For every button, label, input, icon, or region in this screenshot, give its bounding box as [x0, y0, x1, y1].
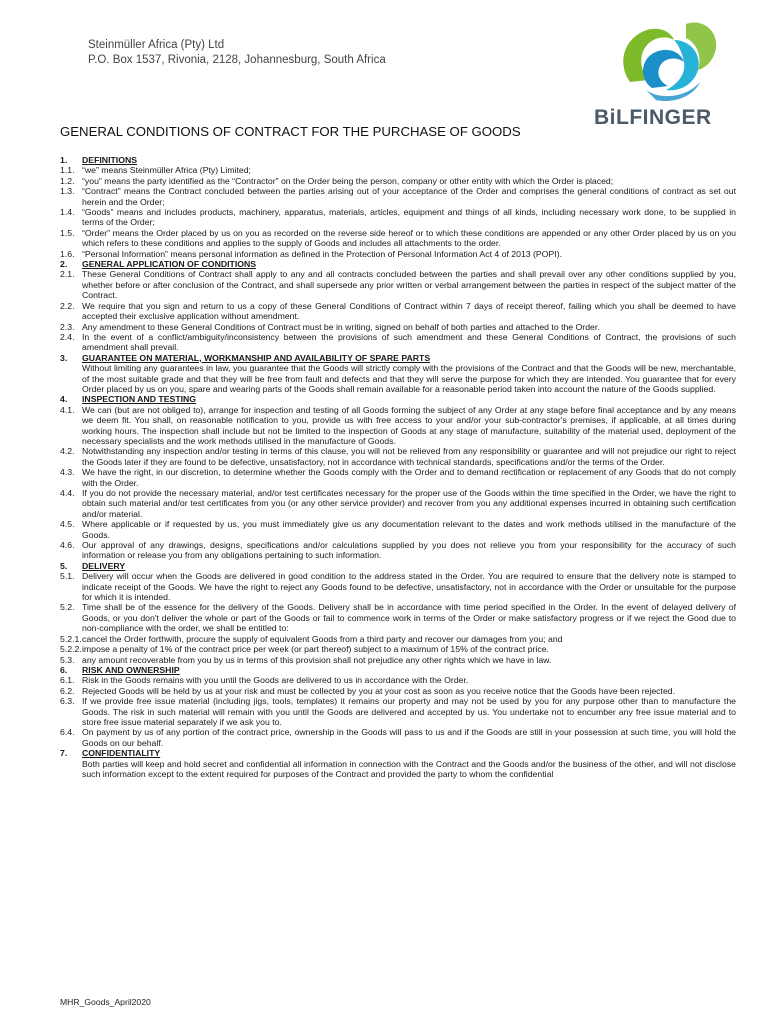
clause-number: 6.3. — [60, 696, 75, 707]
clause-number: 1.3. — [60, 186, 75, 197]
clause-text: Rejected Goods will be held by us at your risk and must be collected by you at your cost as soon as you receive notice that the Goods have been rejected. — [82, 685, 676, 696]
clause-text: We can (but are not obliged to), arrange for inspection and testing of all Goods forming the subject of any Order at any stage before final acceptance and by any means we deem fit. You shall, on reasonable notification to you, provide us with free access to your and/or your sub-contractor's premises, if applicable, at all times during working hours. The inspection shall include but not be limited to the inspection of Goods at any stage of manufacture, suitability of the material used, deployment of the necessary specialists and the work methods utilised in the manufacture of Goods. — [82, 404, 736, 446]
clause-number: 1. — [60, 155, 68, 165]
clause-number: 1.1. — [60, 165, 75, 176]
clause-item — [60, 634, 736, 644]
clause-number: 2.4. — [60, 331, 75, 342]
clause-number: 2.1. — [60, 269, 75, 280]
clause-text: “Personal Information” means personal information as defined in the Protection of Personal Information Act 4 of 2013 (POPI). — [82, 248, 562, 259]
clause-number: 5.2. — [60, 602, 75, 613]
footer-document-code: MHR_Goods_April2020 — [60, 997, 151, 1007]
clause-text: Our approval of any drawings, designs, specifications and/or calculations supplied by you does not relieve you from your responsibility for the accuracy of such information or release you from any obligations pertaining to such information. — [82, 540, 736, 561]
section-heading — [60, 155, 736, 165]
bilfinger-logo — [590, 10, 740, 135]
clause-number: 5. — [60, 560, 68, 571]
section-heading — [60, 353, 736, 363]
clause-number: 4.5. — [60, 519, 75, 530]
clause-item — [60, 571, 736, 602]
clause-number: 4.4. — [60, 488, 75, 498]
clause-item — [60, 186, 736, 207]
company-address-block — [88, 38, 386, 68]
section-heading — [60, 394, 736, 404]
clause-number: 5.2.1. — [60, 633, 82, 644]
clause-text: “you” means the party identified as the “Contractor” on the Order being the person, company or other entity with which the Order is placed; — [82, 175, 614, 186]
clause-number: 5.3. — [60, 654, 75, 665]
section-heading — [60, 748, 736, 758]
clause-text: If we provide free issue material (including jigs, tools, templates) it remains our property and may not be used by you for any purpose other than to manufacture the Goods. The risk in such material will remain with you until the Goods are delivered and accepted by us. You undertake not to encumber any free issue material and to store free issue material separately if we ask you to. — [82, 696, 736, 727]
clause-number: 5.1. — [60, 571, 75, 582]
clause-text: Any amendment to these General Conditions of Contract must be in writing, signed on behalf of both parties and attached to the Order. — [82, 321, 600, 332]
clause-text: These General Conditions of Contract shall apply to any and all contracts concluded between the parties and shall prevail over any other conditions supplied by you, whether before or after conclusion of the Contract, and shall supersede any prior written or verbal arrangement between the parties in respect of the subject matter of the Contract. — [82, 269, 736, 301]
section-heading-label: GUARANTEE ON MATERIAL, WORKMANSHIP AND AVAILABILITY OF SPARE PARTS — [82, 352, 431, 363]
clauses-list — [60, 155, 736, 779]
clause-item — [60, 488, 736, 519]
company-name-line: Steinmüller Africa (Pty) Ltd — [88, 39, 225, 51]
clause-item — [60, 249, 736, 259]
clause-text: Time shall be of the essence for the delivery of the Goods. Delivery shall be in accordance with time period specified in the Order. In the event of delayed delivery of Goods, or you don't deliver the whole or part of the Goods or fail to commence work in terms of the Order or make satisfactory progress or if we reject the Good due to non-compliance with the order, we shall be entitled to: — [82, 602, 736, 634]
clause-number: 6. — [60, 664, 68, 675]
clause-text: any amount recoverable from you by us in terms of this provision shall not prejudice any other rights which we have in law. — [82, 654, 552, 665]
clause-item — [60, 759, 736, 780]
clause-number: 4.3. — [60, 467, 75, 478]
clause-number: 6.2. — [60, 685, 75, 696]
section-heading-text — [82, 665, 736, 675]
logo-mark-icon — [590, 10, 740, 105]
section-heading — [60, 665, 736, 675]
clause-item — [60, 301, 736, 322]
clause-text: Risk in the Goods remains with you until the Goods are delivered to us in accordance with the Order. — [82, 675, 469, 686]
clause-text: In the event of a conflict/ambiguity/inconsistency between the provisions of such amendment and these General Conditions of Contract, the provisions of such amendment shall prevail. — [82, 331, 736, 353]
clause-text: “we” means Steinmüller Africa (Pty) Limited; — [82, 165, 251, 176]
clause-text: We require that you sign and return to us a copy of these General Conditions of Contract within 7 days of receipt thereof, failing which you shall be deemed to have accepted their exclusive application without amendment. — [82, 300, 736, 322]
clause-text: We have the right, in our discretion, to determine whether the Goods comply with the Order and to demand rectification or replacement of any Goods that do not comply with the Order. — [82, 467, 736, 488]
clause-item — [60, 675, 736, 685]
clause-item — [60, 519, 736, 540]
clause-text: “Goods” means and includes products, machinery, apparatus, materials, articles, equipment and things of all kinds, including necessary work done, to be supplied in terms of the Order; — [82, 207, 736, 228]
clause-item — [60, 405, 736, 447]
section-heading-text — [82, 353, 736, 363]
clause-number — [60, 363, 82, 394]
clause-text: On payment by us of any portion of the contract price, ownership in the Goods will pass to us and if the Goods are still in your possession at such time, you will hold the Goods on our behalf. — [82, 727, 736, 748]
clause-item — [60, 165, 736, 175]
clause-text: Where applicable or if requested by us, you must immediately give us any documentation relevant to the dates and work methods utilised in the manufacture of the Goods. — [82, 519, 736, 540]
section-heading — [60, 259, 736, 269]
section-heading-text — [82, 748, 736, 758]
clause-item — [60, 176, 736, 186]
clause-item — [60, 644, 736, 654]
clause-text: Delivery will occur when the Goods are delivered in good condition to the address stated in the Order. You are required to ensure that the delivery note is stamped to indicate receipt of the Goods. We have the right to reject any Goods found to be defective, unsatisfactory, not in accordance with the Order or unsuitable for the purpose for which it is intended. — [82, 571, 736, 603]
clause-text: Both parties will keep and hold secret and confidential all information in connection with the Contract and the Goods and/or the business of the other, and will not disclose such information except to the extent required for purposes of the Contract and provided the party to whom the confidential — [82, 758, 736, 779]
clause-item — [60, 207, 736, 228]
clause-number: 4.1. — [60, 404, 75, 415]
clause-item — [60, 540, 736, 561]
clause-number: 1.6. — [60, 248, 75, 259]
section-heading-text — [82, 155, 736, 165]
clause-number — [60, 759, 82, 780]
clause-item — [60, 602, 736, 633]
clause-item — [60, 322, 736, 332]
clause-number: 7. — [60, 748, 68, 759]
section-heading-label: INSPECTION AND TESTING — [82, 394, 197, 405]
clause-item — [60, 727, 736, 748]
section-heading-text — [82, 259, 736, 269]
clause-item — [60, 446, 736, 467]
clause-number: 1.5. — [60, 227, 75, 238]
postal-address-line: P.O. Box 1537, Rivonia, 2128, Johannesburg, South Africa — [88, 54, 386, 66]
section-heading-label: DEFINITIONS — [82, 155, 138, 165]
clause-number: 6.1. — [60, 675, 75, 686]
clause-item — [60, 686, 736, 696]
document-title: GENERAL CONDITIONS OF CONTRACT FOR THE PURCHASE OF GOODS — [60, 124, 521, 139]
clause-text: impose a penalty of 1% of the contract price per week (or part thereof) subject to a maximum of 15% of the contract price. — [82, 644, 549, 655]
clause-text: Without limiting any guarantees in law, you guarantee that the Goods will strictly comply with the provisions of the Contract and that the Goods will be new, merchantable, of the most suitable grade and that they will be free from fault and defects and that they will serve the purpose for which they are intended. You guarantee that for every Order placed by us on you, spare and wearing parts of the Goods shall remain available for a reasonable period taken into account the nature of the Goods supplied. — [82, 363, 736, 394]
clause-number: 2.3. — [60, 321, 75, 332]
clause-number: 2. — [60, 259, 68, 270]
section-heading-label: CONFIDENTIALITY — [82, 748, 161, 759]
clause-number: 5.2.2. — [60, 644, 82, 655]
clause-item — [60, 332, 736, 353]
section-heading — [60, 561, 736, 571]
clause-item — [60, 696, 736, 727]
clause-number: 4.6. — [60, 540, 75, 551]
clause-text: If you do not provide the necessary material, and/or test certificates necessary for the proper use of the Goods within the time specified in the Order, we have the right to obtain such material and/or test certificates from you (or any other service provider) and recover from you any additional expenses incurred in obtaining such certification and/or material. — [82, 488, 736, 519]
section-heading-label: GENERAL APPLICATION OF CONDITIONS — [82, 259, 257, 270]
section-heading-text — [82, 561, 736, 571]
clause-text: cancel the Order forthwith, procure the supply of equivalent Goods from a third party and recover our damages from you; and — [82, 633, 563, 644]
clause-text: Notwithstanding any inspection and/or testing in terms of this clause, you will not be relieved from any responsibility or guarantee and will not prejudice our right to reject the Goods later if they are found to be defective, unsatisfactory, not in accordance with technical standards, specifications and/or the terms of the Order. — [82, 446, 736, 467]
clause-number: 6.4. — [60, 727, 75, 738]
clause-item — [60, 228, 736, 249]
clause-number: 4.2. — [60, 446, 75, 457]
clause-item — [60, 363, 736, 394]
clause-number: 1.4. — [60, 207, 75, 218]
section-heading-label: DELIVERY — [82, 560, 126, 571]
section-heading-text — [82, 394, 736, 404]
clause-number: 3. — [60, 352, 68, 363]
clause-item — [60, 467, 736, 488]
clause-number: 4. — [60, 394, 68, 405]
clause-number: 2.2. — [60, 300, 75, 311]
section-heading-label: RISK AND OWNERSHIP — [82, 664, 180, 675]
clause-number: 1.2. — [60, 175, 75, 186]
brand-wordmark: BiLFINGER — [594, 106, 712, 129]
clause-item — [60, 269, 736, 300]
clause-item — [60, 655, 736, 665]
clause-text: “Order” means the Order placed by us on you as recorded on the reverse side hereof or to which these conditions are appended or any other Order placed by us on you which refers to these conditions and applies to the supply of Goods and includes all attachments to the order. — [82, 227, 736, 249]
clause-text: “Contract” means the Contract concluded between the parties arising out of your acceptance of the Order and comprises the general conditions of contract as set out herein and the Order; — [82, 186, 736, 207]
